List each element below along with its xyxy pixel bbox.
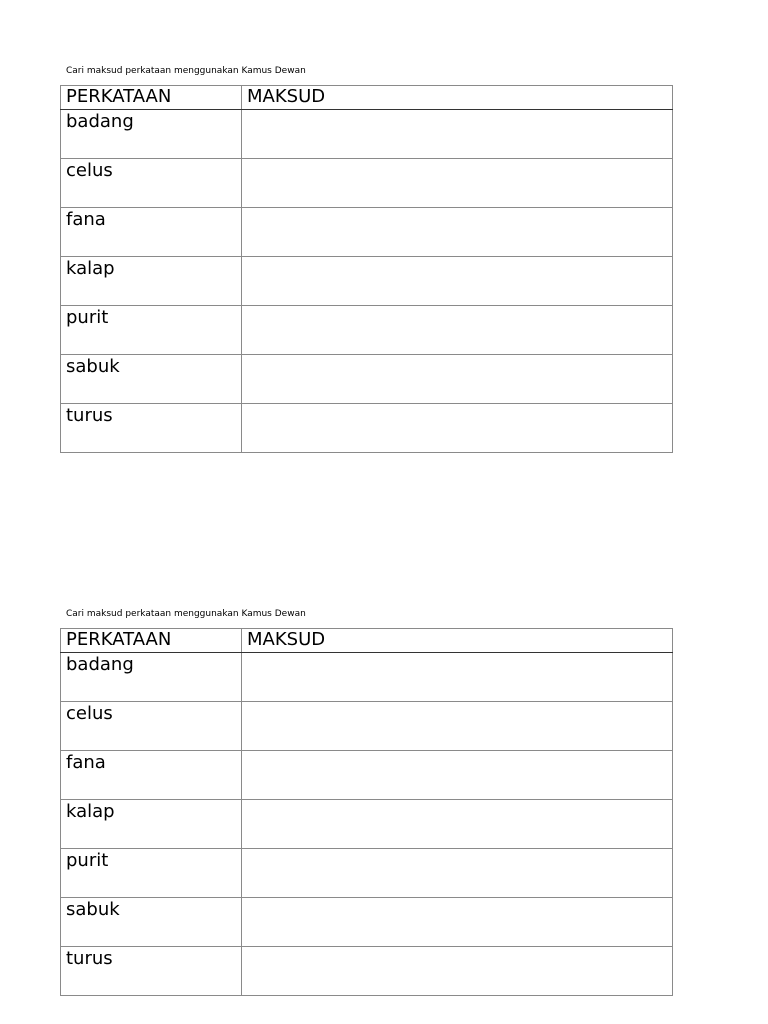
- table-row: [61, 751, 673, 800]
- table-row: [61, 702, 673, 751]
- meaning-cell[interactable]: [242, 404, 673, 453]
- word-cell: sabuk: [61, 898, 242, 947]
- table-row: [61, 355, 673, 404]
- worksheet-2: [60, 607, 672, 996]
- word-table: [60, 85, 673, 453]
- meaning-cell[interactable]: [242, 653, 673, 702]
- table-header-row: [61, 629, 673, 653]
- word-cell: badang: [61, 653, 242, 702]
- word-cell: kalap: [61, 800, 242, 849]
- table-row: [61, 800, 673, 849]
- word-cell: sabuk: [61, 355, 242, 404]
- word-cell: kalap: [61, 257, 242, 306]
- word-cell: celus: [61, 159, 242, 208]
- meaning-cell[interactable]: [242, 947, 673, 996]
- meaning-cell[interactable]: [242, 355, 673, 404]
- worksheet-1: [60, 64, 672, 453]
- meaning-cell[interactable]: [242, 110, 673, 159]
- meaning-cell[interactable]: [242, 751, 673, 800]
- meaning-cell[interactable]: [242, 849, 673, 898]
- table-row: [61, 653, 673, 702]
- table-row: [61, 159, 673, 208]
- header-perkataan: PERKATAAN: [61, 86, 242, 110]
- word-cell: badang: [61, 110, 242, 159]
- word-cell: turus: [61, 404, 242, 453]
- header-perkataan: PERKATAAN: [61, 629, 242, 653]
- header-maksud: MAKSUD: [242, 629, 673, 653]
- meaning-cell[interactable]: [242, 306, 673, 355]
- word-cell: celus: [61, 702, 242, 751]
- word-cell: fana: [61, 751, 242, 800]
- instruction-text: Cari maksud perkataan menggunakan Kamus Dewan: [66, 66, 306, 76]
- word-table: [60, 628, 673, 996]
- table-row: [61, 306, 673, 355]
- word-cell: purit: [61, 849, 242, 898]
- word-cell: fana: [61, 208, 242, 257]
- meaning-cell[interactable]: [242, 257, 673, 306]
- table-row: [61, 898, 673, 947]
- table-header-row: [61, 86, 673, 110]
- table-row: [61, 849, 673, 898]
- meaning-cell[interactable]: [242, 898, 673, 947]
- header-maksud: MAKSUD: [242, 86, 673, 110]
- table-row: [61, 257, 673, 306]
- meaning-cell[interactable]: [242, 159, 673, 208]
- instruction-text: Cari maksud perkataan menggunakan Kamus Dewan: [66, 609, 306, 619]
- word-cell: turus: [61, 947, 242, 996]
- table-row: [61, 208, 673, 257]
- meaning-cell[interactable]: [242, 800, 673, 849]
- table-row: [61, 110, 673, 159]
- meaning-cell[interactable]: [242, 702, 673, 751]
- meaning-cell[interactable]: [242, 208, 673, 257]
- word-cell: purit: [61, 306, 242, 355]
- table-row: [61, 404, 673, 453]
- table-row: [61, 947, 673, 996]
